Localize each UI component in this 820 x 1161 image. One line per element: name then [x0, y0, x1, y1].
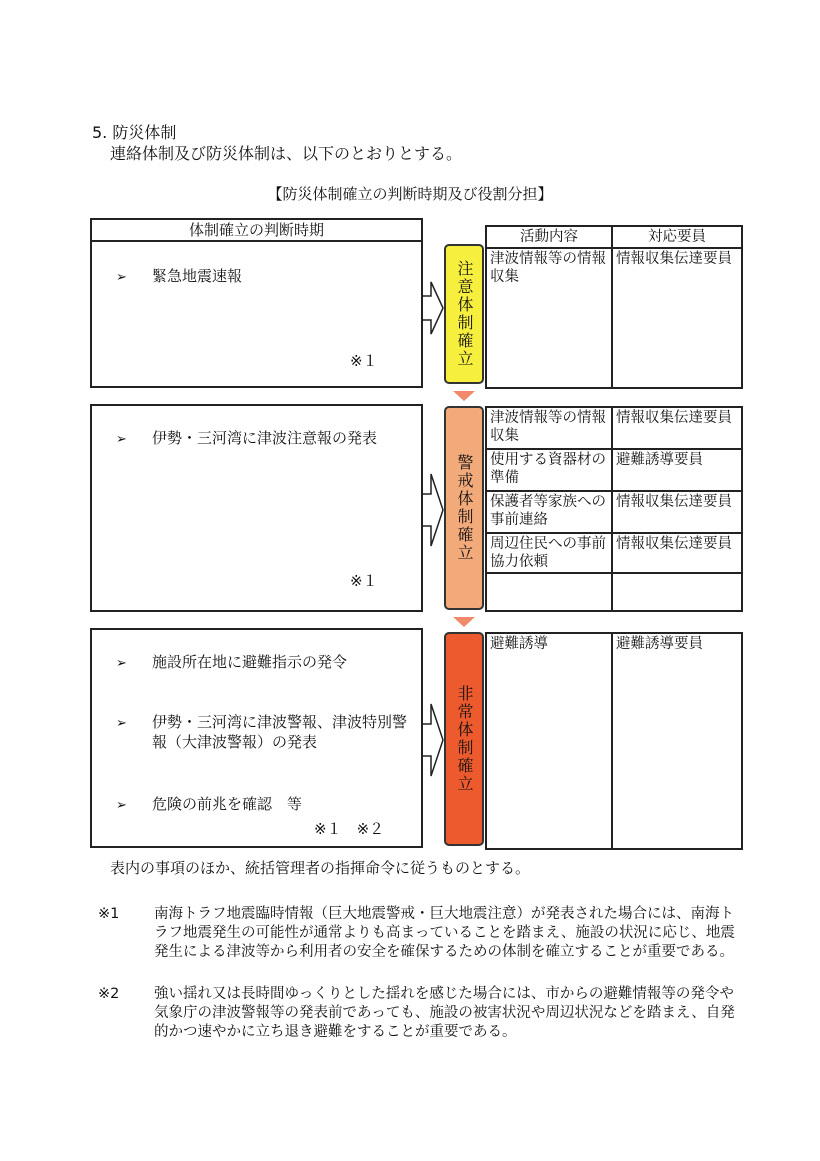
- staff-cell: 避難誘導要員: [612, 633, 742, 849]
- section-heading: 5. 防災体制: [92, 123, 177, 142]
- table-row: [486, 407, 742, 449]
- activity-cell: 避難誘導: [486, 633, 612, 849]
- roles-table-1: [485, 225, 743, 389]
- roles-table-3: [485, 632, 743, 850]
- condition-text: 緊急地震速報: [152, 267, 243, 285]
- stage-caution: 注意体制確立: [444, 244, 484, 384]
- bullet-icon: ➢: [116, 656, 127, 671]
- stage-emergency: 非常体制確立: [444, 632, 484, 846]
- bullet-icon: ➢: [116, 716, 127, 731]
- activity-cell: 津波情報等の情報収集: [486, 407, 612, 449]
- table-row: [486, 633, 742, 849]
- staff-cell: 避難誘導要員: [612, 449, 742, 491]
- activity-cell: 周辺住民への事前協力依頼: [486, 533, 612, 573]
- table-row: [486, 449, 742, 491]
- bullet-icon: ➢: [116, 270, 127, 285]
- right-arrow-icon: [423, 470, 445, 550]
- activity-cell: [486, 573, 612, 611]
- right-arrow-icon: [423, 278, 445, 338]
- table-row: [486, 533, 742, 573]
- activity-header: 活動内容: [486, 226, 612, 248]
- footnote-mark-1: ※1: [98, 906, 120, 922]
- table-footer-note: 表内の事項のほか、統括管理者の指揮命令に従うものとする。: [110, 859, 531, 877]
- footnote-text-1: 南海トラフ地震臨時情報（巨大地震警戒・巨大地震注意）が発表された場合には、南海トラフ地震発生の可能性が通常よりも高まっていることを踏まえ、施設の状況に応じ、地震発生による津波等から利用者の安全を確保するための体制を確立することが重要である。: [154, 906, 735, 960]
- staff-cell: [612, 573, 742, 611]
- intro-text: 連絡体制及び防災体制は、以下のとおりとする。: [110, 144, 463, 163]
- roles-table-2: [485, 406, 743, 612]
- bullet-icon: ➢: [116, 432, 127, 447]
- staff-cell: 情報収集伝達要員: [612, 248, 742, 388]
- activity-cell: 使用する資器材の準備: [486, 449, 612, 491]
- condition-text: 伊勢・三河湾に津波警報、津波特別警報（大津波警報）の発表: [152, 713, 408, 751]
- table-row: [486, 248, 742, 388]
- activity-cell: 津波情報等の情報収集: [486, 248, 612, 388]
- footnote-text-2: 強い揺れ又は長時間ゆっくりとした揺れを感じた場合には、市からの避難情報等の発令や気象庁の津波警報等の発表前であっても、施設の被害状況や周辺状況などを踏まえ、自発的かつ速やかに立ち退き避難をすることが重要である。: [154, 986, 735, 1040]
- footnote-ref: ※１ ※２: [314, 820, 385, 838]
- footnote-ref: ※１: [350, 572, 378, 590]
- footnote-ref: ※１: [350, 352, 378, 370]
- conditions-header: 体制確立の判断時期: [90, 218, 423, 240]
- staff-header: 対応要員: [612, 226, 742, 248]
- staff-cell: 情報収集伝達要員: [612, 533, 742, 573]
- bullet-icon: ➢: [116, 798, 127, 813]
- footnote-mark-2: ※2: [98, 986, 120, 1002]
- table-row: [486, 491, 742, 533]
- stage-alert: 警戒体制確立: [444, 406, 484, 610]
- table-row: [486, 573, 742, 611]
- condition-text: 危険の前兆を確認 等: [152, 795, 303, 813]
- staff-cell: 情報収集伝達要員: [612, 491, 742, 533]
- activity-cell: 保護者等家族への事前連絡: [486, 491, 612, 533]
- condition-box-2: [90, 404, 423, 612]
- down-arrow-icon: [453, 617, 475, 627]
- condition-text: 施設所在地に避難指示の発令: [152, 653, 348, 671]
- condition-text: 伊勢・三河湾に津波注意報の発表: [152, 429, 378, 447]
- staff-cell: 情報収集伝達要員: [612, 407, 742, 449]
- down-arrow-icon: [453, 391, 475, 401]
- condition-box-1: [90, 240, 423, 388]
- condition-box-3: [90, 628, 423, 848]
- figure-title: 【防災体制確立の判断時期及び役割分担】: [267, 185, 553, 203]
- right-arrow-icon: [423, 700, 445, 780]
